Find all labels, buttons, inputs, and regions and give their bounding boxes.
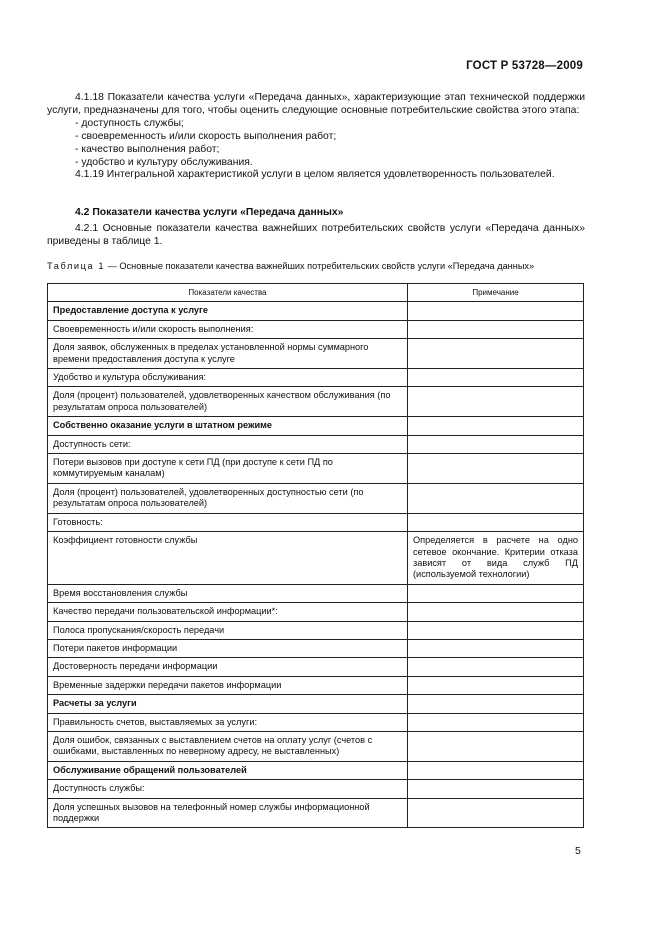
table-cell-note [408,761,584,779]
table-row-section [48,302,584,320]
table-cell-note [408,713,584,731]
table-row [48,513,584,531]
table-cell-note [408,695,584,713]
table-cell: Достоверность передачи информации [48,658,408,676]
table-row-section [48,761,584,779]
quality-indicators-table [47,283,584,828]
table-cell: Обслуживание обращений пользователей [48,761,408,779]
table-row [48,339,584,369]
table-cell: Доля (процент) пользователей, удовлетворенных доступностью сети (по результатам опроса пользователей) [48,483,408,513]
clause-4-1-18 [47,92,585,182]
table-row [48,713,584,731]
table-cell-note [408,387,584,417]
table-cell: Предоставление доступа к услуге [48,302,408,320]
list-item: - своевременность и/или скорость выполнения работ; [75,130,337,142]
column-header-note: Примечание [408,284,584,302]
table-row [48,387,584,417]
section-4-2-title: 4.2 Показатели качества услуги «Передача данных» [75,207,344,218]
table-cell-note [408,798,584,828]
table-cell-note [408,513,584,531]
table-cell: Время восстановления службы [48,584,408,602]
table-header-row [48,284,584,302]
table-row-section [48,695,584,713]
table-cell-note: Определяется в расчете на одно сетевое окончание. Критерии отказа зависят от вида служб ПД (используемой технологии) [408,532,584,585]
table-cell: Потери пакетов информации [48,639,408,657]
table-row [48,676,584,694]
table-cell-note [408,584,584,602]
table-cell: Доступность службы: [48,780,408,798]
table-row [48,483,584,513]
list-item: - доступность службы; [75,117,184,129]
table-cell: Потери вызовов при доступе к сети ПД (при доступе к сети ПД по коммутируемым каналам) [48,454,408,484]
table-cell: Правильность счетов, выставляемых за услуги: [48,713,408,731]
list-item: - качество выполнения работ; [75,143,220,155]
clause-4-2-1-text: 4.2.1 Основные показатели качества важнейших потребительских свойств услуги «Передача данных» приведены в таблице 1. [47,223,585,247]
table-cell: Готовность: [48,513,408,531]
table-cell-note [408,676,584,694]
clause-4-1-19-text: 4.1.19 Интегральной характеристикой услуги в целом является удовлетворенность пользователей. [75,169,555,181]
table-cell: Доля ошибок, связанных с выставлением счетов на оплату услуг (счетов с ошибками, выставленных по неверному адресу, не выставленных) [48,731,408,761]
table-row-section [48,417,584,435]
table-cell-note [408,417,584,435]
table-cell-note [408,339,584,369]
table-cell: Качество передачи пользовательской информации*: [48,603,408,621]
page-number: 5 [575,846,581,857]
table-row [48,369,584,387]
column-header-indicators: Показатели качества [48,284,408,302]
clause-4-1-18-text: 4.1.18 Показатели качества услуги «Передача данных», характеризующие этап технической поддержки услуги, предназначены для того, чтобы оценить следующие основные потребительские свойства этого этапа: [47,92,585,116]
table-row [48,435,584,453]
table-cell-note [408,621,584,639]
table-cell-note [408,435,584,453]
table-row [48,731,584,761]
table-cell-note [408,302,584,320]
table-cell: Доля заявок, обслуженных в пределах установленной нормы суммарного времени предоставления доступа к услуге [48,339,408,369]
table-cell-note [408,731,584,761]
table-cell-note [408,320,584,338]
table-caption-label: Таблица 1 [47,261,106,271]
table-cell: Своевременность и/или скорость выполнения: [48,320,408,338]
table-row [48,658,584,676]
table-row [48,621,584,639]
table-row [48,798,584,828]
table-row [48,780,584,798]
table-row [48,532,584,585]
table-cell: Доля успешных вызовов на телефонный номер службы информационной поддержки [48,798,408,828]
table-cell-note [408,780,584,798]
table-caption [47,261,534,271]
table-cell: Полоса пропускания/скорость передачи [48,621,408,639]
table-cell: Временные задержки передачи пакетов информации [48,676,408,694]
table-row [48,584,584,602]
table-cell: Доля (процент) пользователей, удовлетворенных качеством обслуживания (по результатам опроса пользователей) [48,387,408,417]
table-cell-note [408,454,584,484]
table-cell: Расчеты за услуги [48,695,408,713]
list-item: - удобство и культуру обслуживания. [75,156,253,168]
table-cell: Удобство и культура обслуживания: [48,369,408,387]
table-row [48,454,584,484]
table-cell-note [408,658,584,676]
table-cell-note [408,369,584,387]
table-row [48,639,584,657]
table-cell-note [408,483,584,513]
table-caption-text: — Основные показатели качества важнейших потребительских свойств услуги «Передача данных» [105,261,535,271]
table-row [48,603,584,621]
table-cell: Коэффициент готовности службы [48,532,408,585]
table-cell-note [408,639,584,657]
table-cell: Доступность сети: [48,435,408,453]
table-cell-note [408,603,584,621]
clause-4-2-1 [47,223,585,249]
table-cell: Собственно оказание услуги в штатном режиме [48,417,408,435]
document-id: ГОСТ Р 53728—2009 [466,60,583,72]
table-row [48,320,584,338]
